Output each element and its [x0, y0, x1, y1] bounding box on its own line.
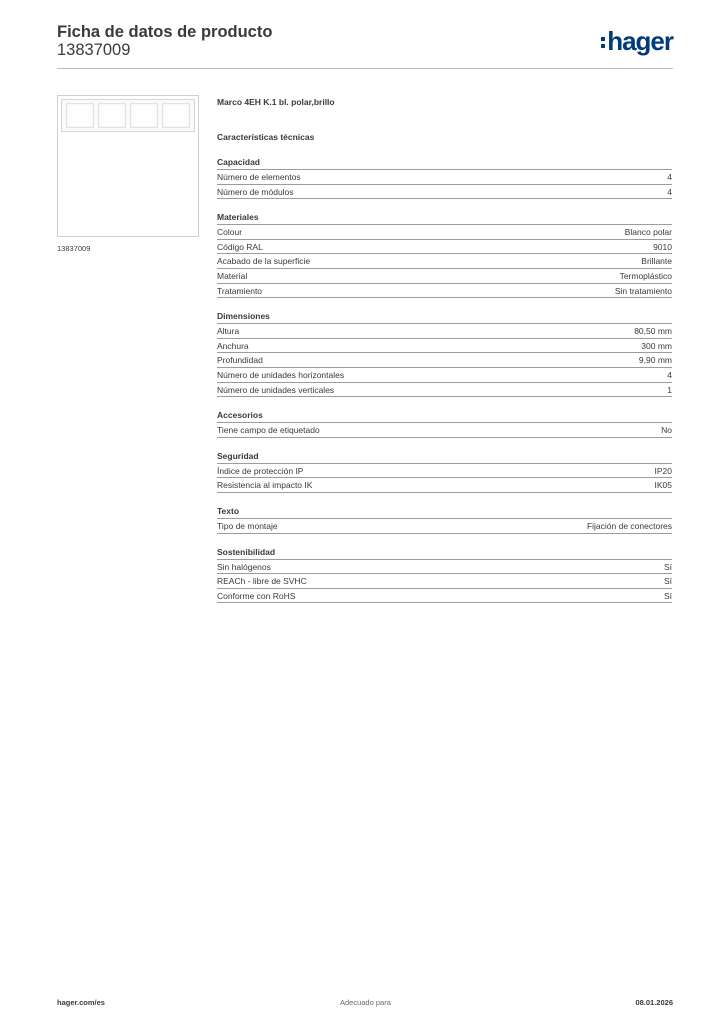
spec-value: 300 mm: [641, 340, 672, 351]
spec-row: [217, 269, 672, 284]
logo-dots-icon: [601, 37, 605, 48]
spec-group-title: Materiales: [217, 210, 672, 225]
spec-label: Tratamiento: [217, 285, 263, 296]
spec-label: Material: [217, 270, 248, 281]
spec-row: [217, 574, 672, 589]
frame-window: [98, 103, 126, 128]
spec-value: IP20: [654, 465, 672, 476]
spec-group: [217, 504, 672, 534]
spec-group: [217, 155, 672, 199]
product-frame-image: [61, 99, 195, 132]
spec-row: [217, 185, 672, 200]
spec-label: REACh - libre de SVHC: [217, 576, 307, 587]
spec-row: [217, 284, 672, 299]
spec-group-title: Texto: [217, 504, 672, 519]
spec-label: Tiene campo de etiquetado: [217, 425, 320, 436]
page-title: Ficha de datos de producto: [57, 23, 273, 41]
spec-label: Número de módulos: [217, 186, 294, 197]
spec-label: Tipo de montaje: [217, 520, 278, 531]
spec-row: [217, 560, 672, 575]
spec-row: [217, 170, 672, 185]
spec-value: Fijación de conectores: [586, 520, 672, 531]
frame-window: [162, 103, 190, 128]
spec-label: Resistencia al impacto IK: [217, 480, 313, 491]
frame-window: [130, 103, 158, 128]
logo-text: hager: [607, 26, 673, 56]
spec-group: [217, 309, 672, 397]
section-heading: Características técnicas: [217, 132, 315, 142]
page-header: [57, 22, 673, 70]
spec-value: 4: [667, 369, 672, 380]
spec-row: [217, 324, 672, 339]
spec-group-title: Sostenibilidad: [217, 545, 672, 560]
spec-group-title: Seguridad: [217, 449, 672, 464]
product-name: Marco 4EH K.1 bl. polar,brillo: [217, 97, 335, 107]
footer-center-text: Adecuado para: [340, 998, 391, 1007]
spec-group-title: Accesorios: [217, 408, 672, 423]
spec-value: Termoplástico: [619, 270, 672, 281]
spec-value: 9,90 mm: [638, 355, 672, 366]
spec-value: 9010: [653, 241, 672, 252]
spec-row: [217, 383, 672, 398]
spec-label: Número de elementos: [217, 172, 301, 182]
spec-groups: [217, 155, 672, 603]
spec-label: Código RAL: [217, 241, 263, 252]
frame-window: [66, 103, 94, 128]
spec-label: Índice de protección IP: [217, 465, 304, 476]
spec-value: Sí: [663, 576, 672, 587]
spec-value: Sí: [663, 590, 672, 601]
spec-row: [217, 368, 672, 383]
spec-label: Número de unidades verticales: [217, 384, 335, 395]
footer-website: hager.com/es: [57, 998, 105, 1007]
spec-row: [217, 478, 672, 493]
spec-row: [217, 423, 672, 438]
product-details: [217, 95, 672, 603]
spec-value: 80,50 mm: [634, 326, 672, 337]
spec-row: [217, 589, 672, 604]
spec-label: Número de unidades horizontales: [217, 369, 345, 380]
spec-group: [217, 545, 672, 604]
spec-row: [217, 225, 672, 240]
spec-label: Acabado de la superficie: [217, 256, 311, 267]
spec-value: Blanco polar: [624, 227, 672, 238]
spec-group-title: Dimensiones: [217, 309, 672, 324]
spec-row: [217, 240, 672, 255]
spec-group: [217, 449, 672, 493]
spec-label: Altura: [217, 326, 240, 337]
spec-group: [217, 408, 672, 438]
spec-row: [217, 254, 672, 269]
spec-label: Profundidad: [217, 355, 263, 366]
spec-label: Anchura: [217, 340, 249, 351]
spec-row: [217, 353, 672, 368]
spec-value: 4: [667, 186, 672, 197]
spec-value: No: [661, 425, 672, 436]
spec-label: Sin halógenos: [217, 561, 271, 572]
product-number: 13837009: [57, 41, 131, 59]
spec-value: IK05: [654, 480, 672, 491]
spec-group-title: Capacidad: [217, 155, 672, 170]
spec-row: [217, 464, 672, 479]
image-caption: 13837009: [57, 244, 91, 253]
header-divider: [57, 68, 673, 69]
spec-value: Brillante: [641, 256, 672, 267]
page-footer: [57, 998, 673, 1010]
spec-group: [217, 210, 672, 298]
spec-label: Conforme con RoHS: [217, 590, 296, 601]
hager-logo: [601, 26, 673, 56]
product-image-box: [57, 95, 199, 237]
footer-date: 08.01.2026: [635, 998, 673, 1007]
spec-row: [217, 339, 672, 354]
spec-value: 4: [667, 172, 672, 182]
spec-value: Sin tratamiento: [614, 285, 672, 296]
spec-label: Colour: [217, 227, 243, 238]
spec-value: 1: [667, 384, 672, 395]
spec-value: Sí: [663, 561, 672, 572]
spec-row: [217, 519, 672, 534]
